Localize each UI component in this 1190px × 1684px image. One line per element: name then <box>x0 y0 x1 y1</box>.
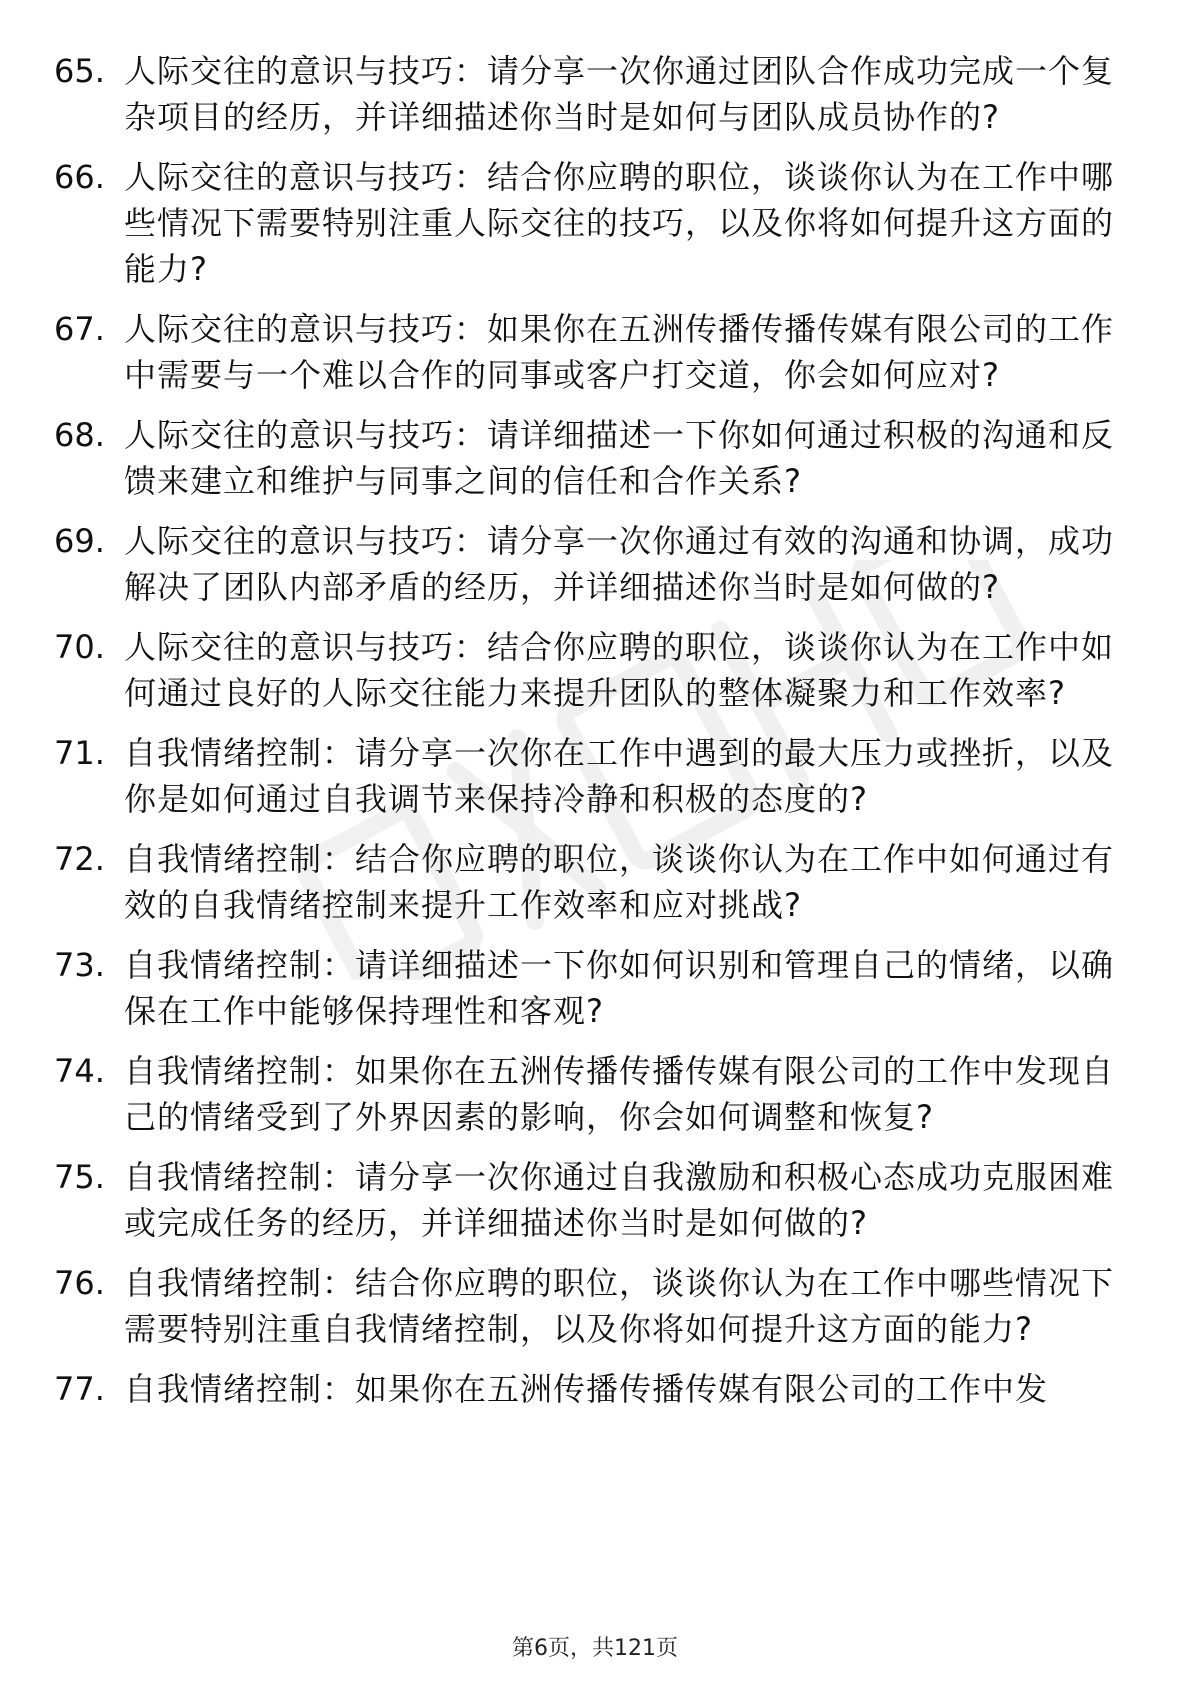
question-number: 65. <box>54 52 105 90</box>
question-number: 66. <box>54 158 105 196</box>
question-number: 72. <box>54 840 105 878</box>
question-item <box>54 730 1114 822</box>
question-text: 自我情绪控制：请详细描述一下你如何识别和管理自己的情绪，以确保在工作中能够保持理性和客观? <box>124 946 1115 1030</box>
question-number: 75. <box>54 1158 105 1196</box>
question-text: 自我情绪控制：如果你在五洲传播传播传媒有限公司的工作中发 <box>124 1370 1049 1408</box>
question-item <box>54 624 1114 716</box>
question-item <box>54 1154 1114 1246</box>
question-item <box>54 1260 1114 1352</box>
question-item <box>54 1048 1114 1140</box>
question-number: 77. <box>54 1370 105 1408</box>
question-number: 73. <box>54 946 105 984</box>
question-number: 69. <box>54 522 105 560</box>
question-text: 自我情绪控制：如果你在五洲传播传播传媒有限公司的工作中发现自己的情绪受到了外界因素的影响，你会如何调整和恢复? <box>124 1052 1115 1136</box>
question-item <box>54 1366 1114 1412</box>
question-item <box>54 412 1114 504</box>
page-footer: 第6页，共121页 <box>512 1636 678 1661</box>
question-text: 自我情绪控制：请分享一次你通过自我激励和积极心态成功克服困难或完成任务的经历，并详细描述你当时是如何做的? <box>124 1158 1115 1242</box>
question-number: 74. <box>54 1052 105 1090</box>
question-number: 68. <box>54 416 105 454</box>
question-text: 自我情绪控制：结合你应聘的职位，谈谈你认为在工作中如何通过有效的自我情绪控制来提升工作效率和应对挑战? <box>124 840 1115 924</box>
question-text: 人际交往的意识与技巧：请分享一次你通过有效的沟通和协调，成功解决了团队内部矛盾的经历，并详细描述你当时是如何做的? <box>124 522 1115 606</box>
question-text: 人际交往的意识与技巧：结合你应聘的职位，谈谈你认为在工作中哪些情况下需要特别注重人际交往的技巧，以及你将如何提升这方面的能力? <box>124 158 1115 288</box>
question-text: 人际交往的意识与技巧：请详细描述一下你如何通过积极的沟通和反馈来建立和维护与同事之间的信任和合作关系? <box>124 416 1115 500</box>
question-number: 70. <box>54 628 105 666</box>
question-text: 自我情绪控制：结合你应聘的职位，谈谈你认为在工作中哪些情况下需要特别注重自我情绪控制，以及你将如何提升这方面的能力? <box>124 1264 1115 1348</box>
question-item <box>54 154 1114 292</box>
question-item <box>54 942 1114 1034</box>
question-item <box>54 518 1114 610</box>
question-number: 67. <box>54 310 105 348</box>
question-text: 人际交往的意识与技巧：结合你应聘的职位，谈谈你认为在工作中如何通过良好的人际交往能力来提升团队的整体凝聚力和工作效率? <box>124 628 1115 712</box>
question-item <box>54 48 1114 140</box>
question-text: 人际交往的意识与技巧：请分享一次你通过团队合作成功完成一个复杂项目的经历，并详细描述你当时是如何与团队成员协作的? <box>124 52 1115 136</box>
question-item <box>54 306 1114 398</box>
question-text: 人际交往的意识与技巧：如果你在五洲传播传播传媒有限公司的工作中需要与一个难以合作的同事或客户打交道，你会如何应对? <box>124 310 1115 394</box>
question-list <box>54 48 1114 1426</box>
question-item <box>54 836 1114 928</box>
question-number: 71. <box>54 734 105 772</box>
question-text: 自我情绪控制：请分享一次你在工作中遇到的最大压力或挫折，以及你是如何通过自我调节来保持冷静和积极的态度的? <box>124 734 1115 818</box>
question-number: 76. <box>54 1264 105 1302</box>
